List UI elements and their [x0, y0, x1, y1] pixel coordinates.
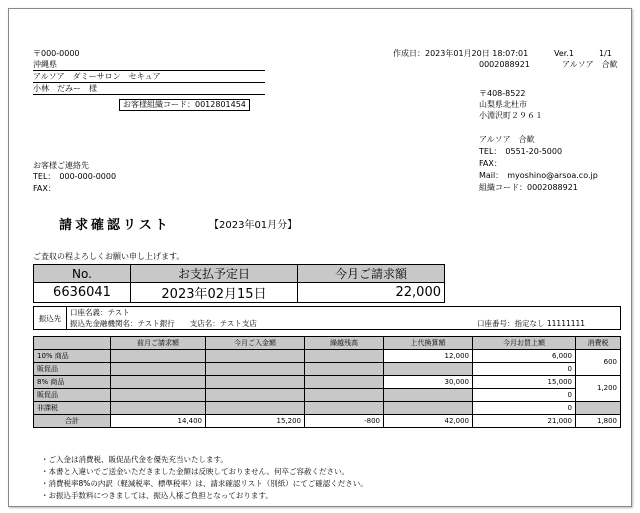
created-value: 2023年01月20日 18:07:01 [425, 49, 529, 58]
row-label: 8% 商品 [34, 376, 111, 389]
customer-code-label: お客様組織コード： [123, 100, 195, 109]
row-label: 販促品 [34, 389, 111, 402]
contact-tel: TEL： 000-000-0000 [33, 172, 117, 181]
summary-no: 6636041 [34, 283, 131, 303]
total-row: 合計 14,400 15,200 -800 42,000 21,000 1,800 [34, 415, 621, 428]
notes [41, 454, 368, 502]
ledger-header-prev: 前月ご請求額 [111, 337, 206, 350]
summary-table [33, 264, 445, 303]
sender-address2: 小淵沢町２９６１ [479, 111, 543, 120]
header-org-name: アルソア 合歓 [562, 60, 618, 69]
summary-amount: 22,000 [298, 283, 445, 303]
row-label: 非課税 [34, 402, 111, 415]
row-label: 販促品 [34, 363, 111, 376]
recipient-company: アルソア ダミーサロン セキュア [33, 72, 265, 83]
tax-8: 1,200 [576, 376, 621, 402]
sender-org-code: 組織コード：0002088921 [479, 183, 578, 192]
customer-code-box [119, 99, 250, 111]
sender-address1: 山梨県北杜市 [479, 100, 527, 109]
created-date [393, 49, 528, 59]
recipient-prefecture: 沖縄県 [33, 60, 265, 71]
note-item: ・ご入金は消費税、販促品代金を優先充当いたします。 [41, 455, 228, 464]
total-label: 合計 [34, 415, 111, 428]
table-row: 10% 商品 12,000 6,000 600 [34, 350, 621, 363]
ledger-header-paid: 今月ご入金額 [206, 337, 305, 350]
note-item: ・消費税率8%の内訳（軽減税率、標準税率）は、請求確認リスト（別紙）にてご確認ください。 [41, 479, 368, 488]
greeting: ご査収の程よろしくお願い申し上げます。 [33, 252, 185, 261]
transfer-table [33, 306, 621, 330]
transfer-account-no: 口座番号：指定なし 11111111 [474, 318, 621, 330]
ledger-header-carry: 繰越残高 [305, 337, 384, 350]
transfer-bank: 振込先金融機関名：テスト銀行 支店名：テスト支店 [67, 318, 475, 330]
document-period: 【2023年01月分】 [209, 220, 298, 231]
invoice-page [8, 8, 632, 507]
table-row: 非課税 0 [34, 402, 621, 415]
summary-date: 2023年02月15日 [131, 283, 298, 303]
transfer-label: 振込先 [34, 307, 67, 330]
ledger-header-blank [34, 337, 111, 350]
summary-header-date: お支払予定日 [131, 265, 298, 283]
ledger-table [33, 336, 621, 428]
document-title: 請求確認リスト [59, 218, 171, 233]
contact-fax: FAX： [33, 184, 56, 193]
ledger-header-tax: 消費税 [576, 337, 621, 350]
note-item: ・お振込手数料につきましては、振込人様ご負担となっております。 [41, 491, 273, 500]
sender-postal: 〒408-8522 [479, 89, 526, 98]
ledger-header-purchase: 今月お買上額 [473, 337, 576, 350]
ledger-header-retail: 上代換算額 [384, 337, 473, 350]
row-label: 10% 商品 [34, 350, 111, 363]
sender-tel: TEL： 0551-20-5000 [479, 147, 563, 156]
page-number: 1/1 [599, 49, 612, 58]
table-row: 8% 商品 30,000 15,000 1,200 [34, 376, 621, 389]
table-row: 販促品 0 [34, 389, 621, 402]
transfer-account-name: 口座名義：テスト [67, 307, 475, 319]
recipient-postal: 〒000-0000 [33, 49, 80, 58]
recipient-person: 小林 だみー 様 [33, 84, 265, 95]
sender-fax: FAX： [479, 159, 502, 168]
created-label: 作成日： [393, 49, 425, 58]
tax-10: 600 [576, 350, 621, 376]
version: Ver.1 [554, 49, 574, 58]
summary-header-no: No. [34, 265, 131, 283]
header-org-code: 0002088921 [479, 60, 530, 69]
table-row: 販促品 0 [34, 363, 621, 376]
customer-code: 0012801454 [195, 100, 246, 109]
sender-name: アルソア 合歓 [479, 135, 535, 144]
sender-mail: Mail： myoshino@arsoa.co.jp [479, 171, 598, 180]
contact-label: お客様ご連絡先 [33, 161, 89, 170]
summary-header-amount: 今月ご請求額 [298, 265, 445, 283]
note-item: ・本書と入違いでご送金いただきました金額は反映しておりません。何卒ご容赦ください。 [41, 467, 349, 476]
